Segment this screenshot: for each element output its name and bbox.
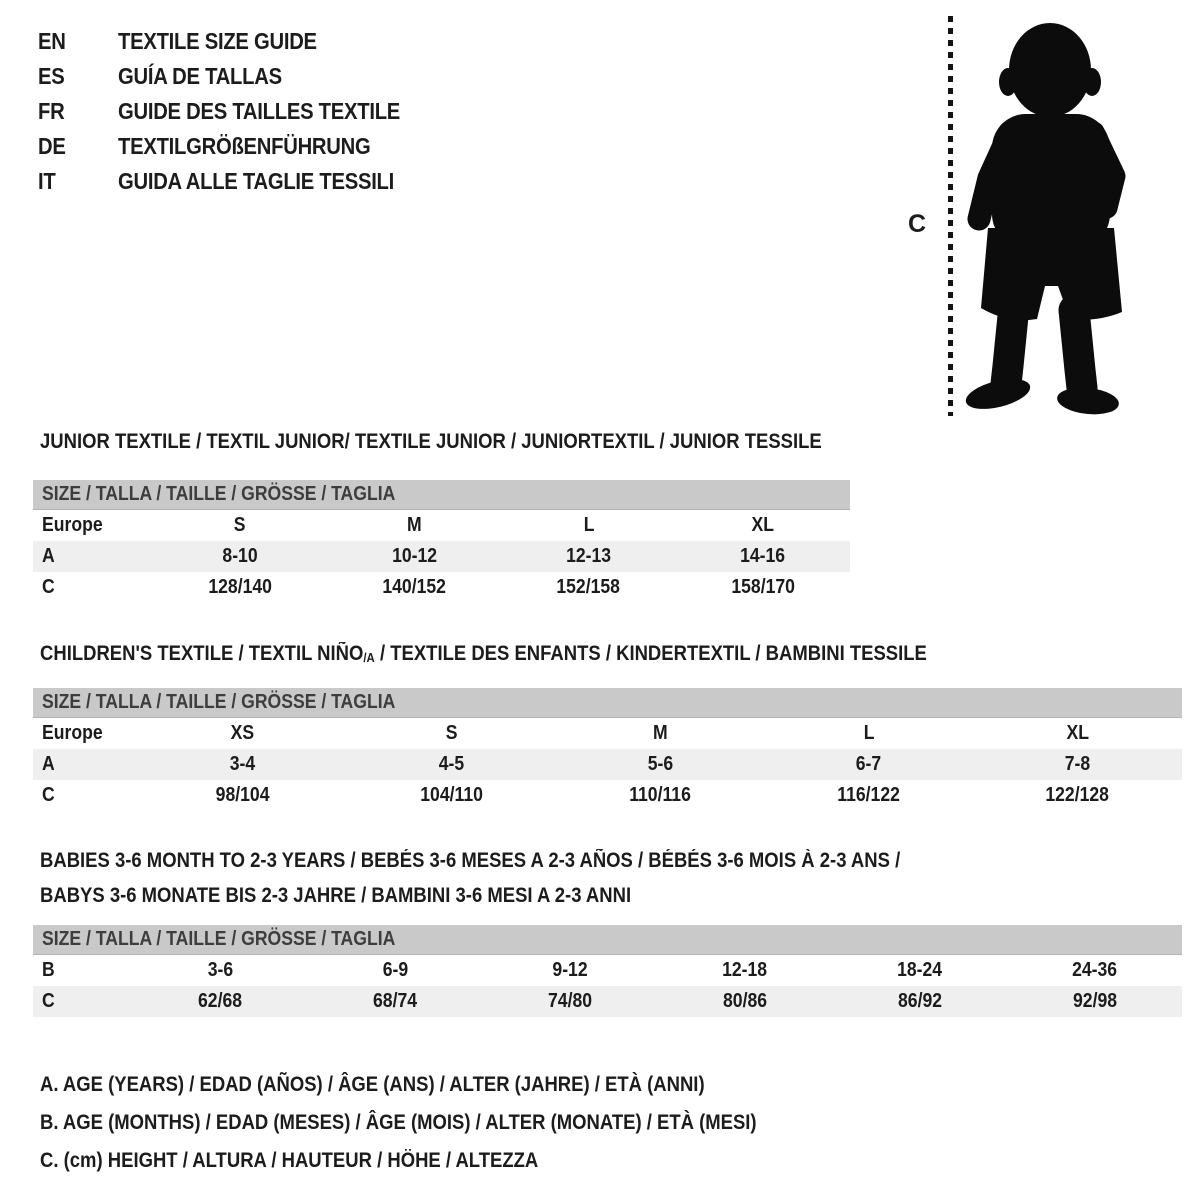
junior-section-title [40,430,928,456]
junior-row-europe [33,510,850,541]
junior-row-age [33,541,850,572]
height-cell: 68/74 [373,990,418,1012]
size-header-label: SIZE / TALLA / TAILLE / GRÖSSE / TAGLIA [42,928,396,950]
height-cell: 92/98 [1072,990,1117,1012]
title-subscript: /A [363,650,375,665]
language-title: TEXTILE SIZE GUIDE [118,28,317,54]
height-cell: 158/170 [731,576,795,598]
months-cell: 3-6 [207,959,234,981]
junior-size-header-bar [33,480,850,510]
height-cell: 140/152 [382,576,447,598]
children-section-title [40,642,1048,668]
age-cell: 12-13 [566,545,612,567]
months-cell: 24-36 [1072,959,1118,981]
language-code: DE [38,133,66,159]
height-cell: 128/140 [208,576,272,598]
language-list [38,24,439,199]
junior-row-height [33,572,850,603]
height-cell: 104/110 [419,784,483,806]
months-cell: 18-24 [897,959,943,981]
size-cell: XL [1066,722,1089,744]
row-label: C [42,990,55,1012]
size-cell: S [234,514,246,536]
babies-section-title [40,843,1018,913]
language-row-en [38,24,439,59]
babies-size-table [33,925,1182,1017]
height-cell: 98/104 [215,784,270,806]
babies-title-line2: BABYS 3-6 MONATE BIS 2-3 JAHRE / BAMBINI 3-6 MESI A 2-3 ANNI [40,884,632,907]
months-cell: 6-9 [382,959,408,981]
language-title: GUIDA ALLE TAGLIE TESSILI [118,168,395,194]
language-code: ES [38,63,65,89]
legend-item-height: C. (cm) HEIGHT / ALTURA / HAUTEUR / HÖHE / ALTEZZA [40,1149,539,1172]
age-cell: 8-10 [222,545,258,567]
height-cell: 122/128 [1045,784,1110,806]
size-cell: XL [751,514,775,536]
legend-item-age-months: B. AGE (MONTHS) / EDAD (MESES) / ÂGE (MOIS) / ALTER (MONATE) / ETÀ (MESI) [40,1111,757,1134]
height-cell: 86/92 [897,990,942,1012]
children-section-title-text: CHILDREN'S TEXTILE / TEXTIL NIÑO/A / TEXTILE DES ENFANTS / KINDERTEXTIL / BAMBINI TESSILE [40,642,927,665]
row-label: Europe [42,722,103,744]
age-cell: 3-4 [229,753,256,775]
babies-row-height [33,986,1182,1017]
height-cell: 116/122 [837,784,901,806]
row-label: A [42,545,55,567]
babies-row-months [33,955,1182,986]
children-row-age [33,749,1182,780]
height-cell: 74/80 [548,990,593,1012]
row-label: B [42,959,55,981]
babies-size-header-bar [33,925,1182,955]
language-row-fr [38,94,439,129]
language-code: EN [38,28,66,54]
height-dashed-line [948,16,953,416]
language-row-de [38,129,439,164]
children-row-europe [33,718,1182,749]
language-code: FR [38,98,65,124]
babies-title-line1: BABIES 3-6 MONTH TO 2-3 YEARS / BEBÉS 3-6 MESES A 2-3 AÑOS / BÉBÉS 3-6 MOIS À 2-3 ANS / [40,849,901,872]
height-measure-label: C [908,210,927,238]
height-cell: 110/116 [629,784,691,806]
language-title: TEXTILGRÖßENFÜHRUNG [118,133,371,159]
children-size-table [33,688,1182,811]
size-cell: XS [230,722,255,744]
language-row-it [38,164,439,199]
height-cell: 152/158 [556,576,621,598]
size-cell: S [445,722,458,744]
age-cell: 6-7 [856,753,882,775]
size-header-label: SIZE / TALLA / TAILLE / GRÖSSE / TAGLIA [42,483,396,505]
size-cell: M [652,722,668,744]
row-label: C [42,576,55,598]
size-cell: L [583,514,595,536]
height-cell: 80/86 [722,990,767,1012]
children-size-header-bar [33,688,1182,718]
age-cell: 7-8 [1064,753,1091,775]
size-cell: M [407,514,422,536]
language-title: GUIDE DES TAILLES TEXTILE [118,98,401,124]
language-title: GUÍA DE TALLAS [118,63,282,89]
age-cell: 10-12 [391,545,437,567]
junior-section-title-text: JUNIOR TEXTILE / TEXTIL JUNIOR/ TEXTILE JUNIOR / JUNIORTEXTIL / JUNIOR TESSILE [40,430,822,453]
size-cell: L [863,722,875,744]
age-cell: 5-6 [647,753,673,775]
age-cell: 4-5 [438,753,464,775]
children-row-height [33,780,1182,811]
row-label: Europe [42,514,103,536]
language-code: IT [38,168,56,194]
row-label: C [42,784,55,806]
legend-item-age-years: A. AGE (YEARS) / EDAD (AÑOS) / ÂGE (ANS) / ALTER (JAHRE) / ETÀ (ANNI) [40,1073,705,1096]
months-cell: 9-12 [552,959,588,981]
height-cell: 62/68 [198,990,243,1012]
toddler-silhouette-image [958,18,1144,418]
legend [40,1066,854,1180]
age-cell: 14-16 [740,545,786,567]
row-label: A [42,753,55,775]
size-header-label: SIZE / TALLA / TAILLE / GRÖSSE / TAGLIA [42,691,396,713]
junior-size-table [33,480,850,603]
language-row-es [38,59,439,94]
months-cell: 12-18 [722,959,768,981]
